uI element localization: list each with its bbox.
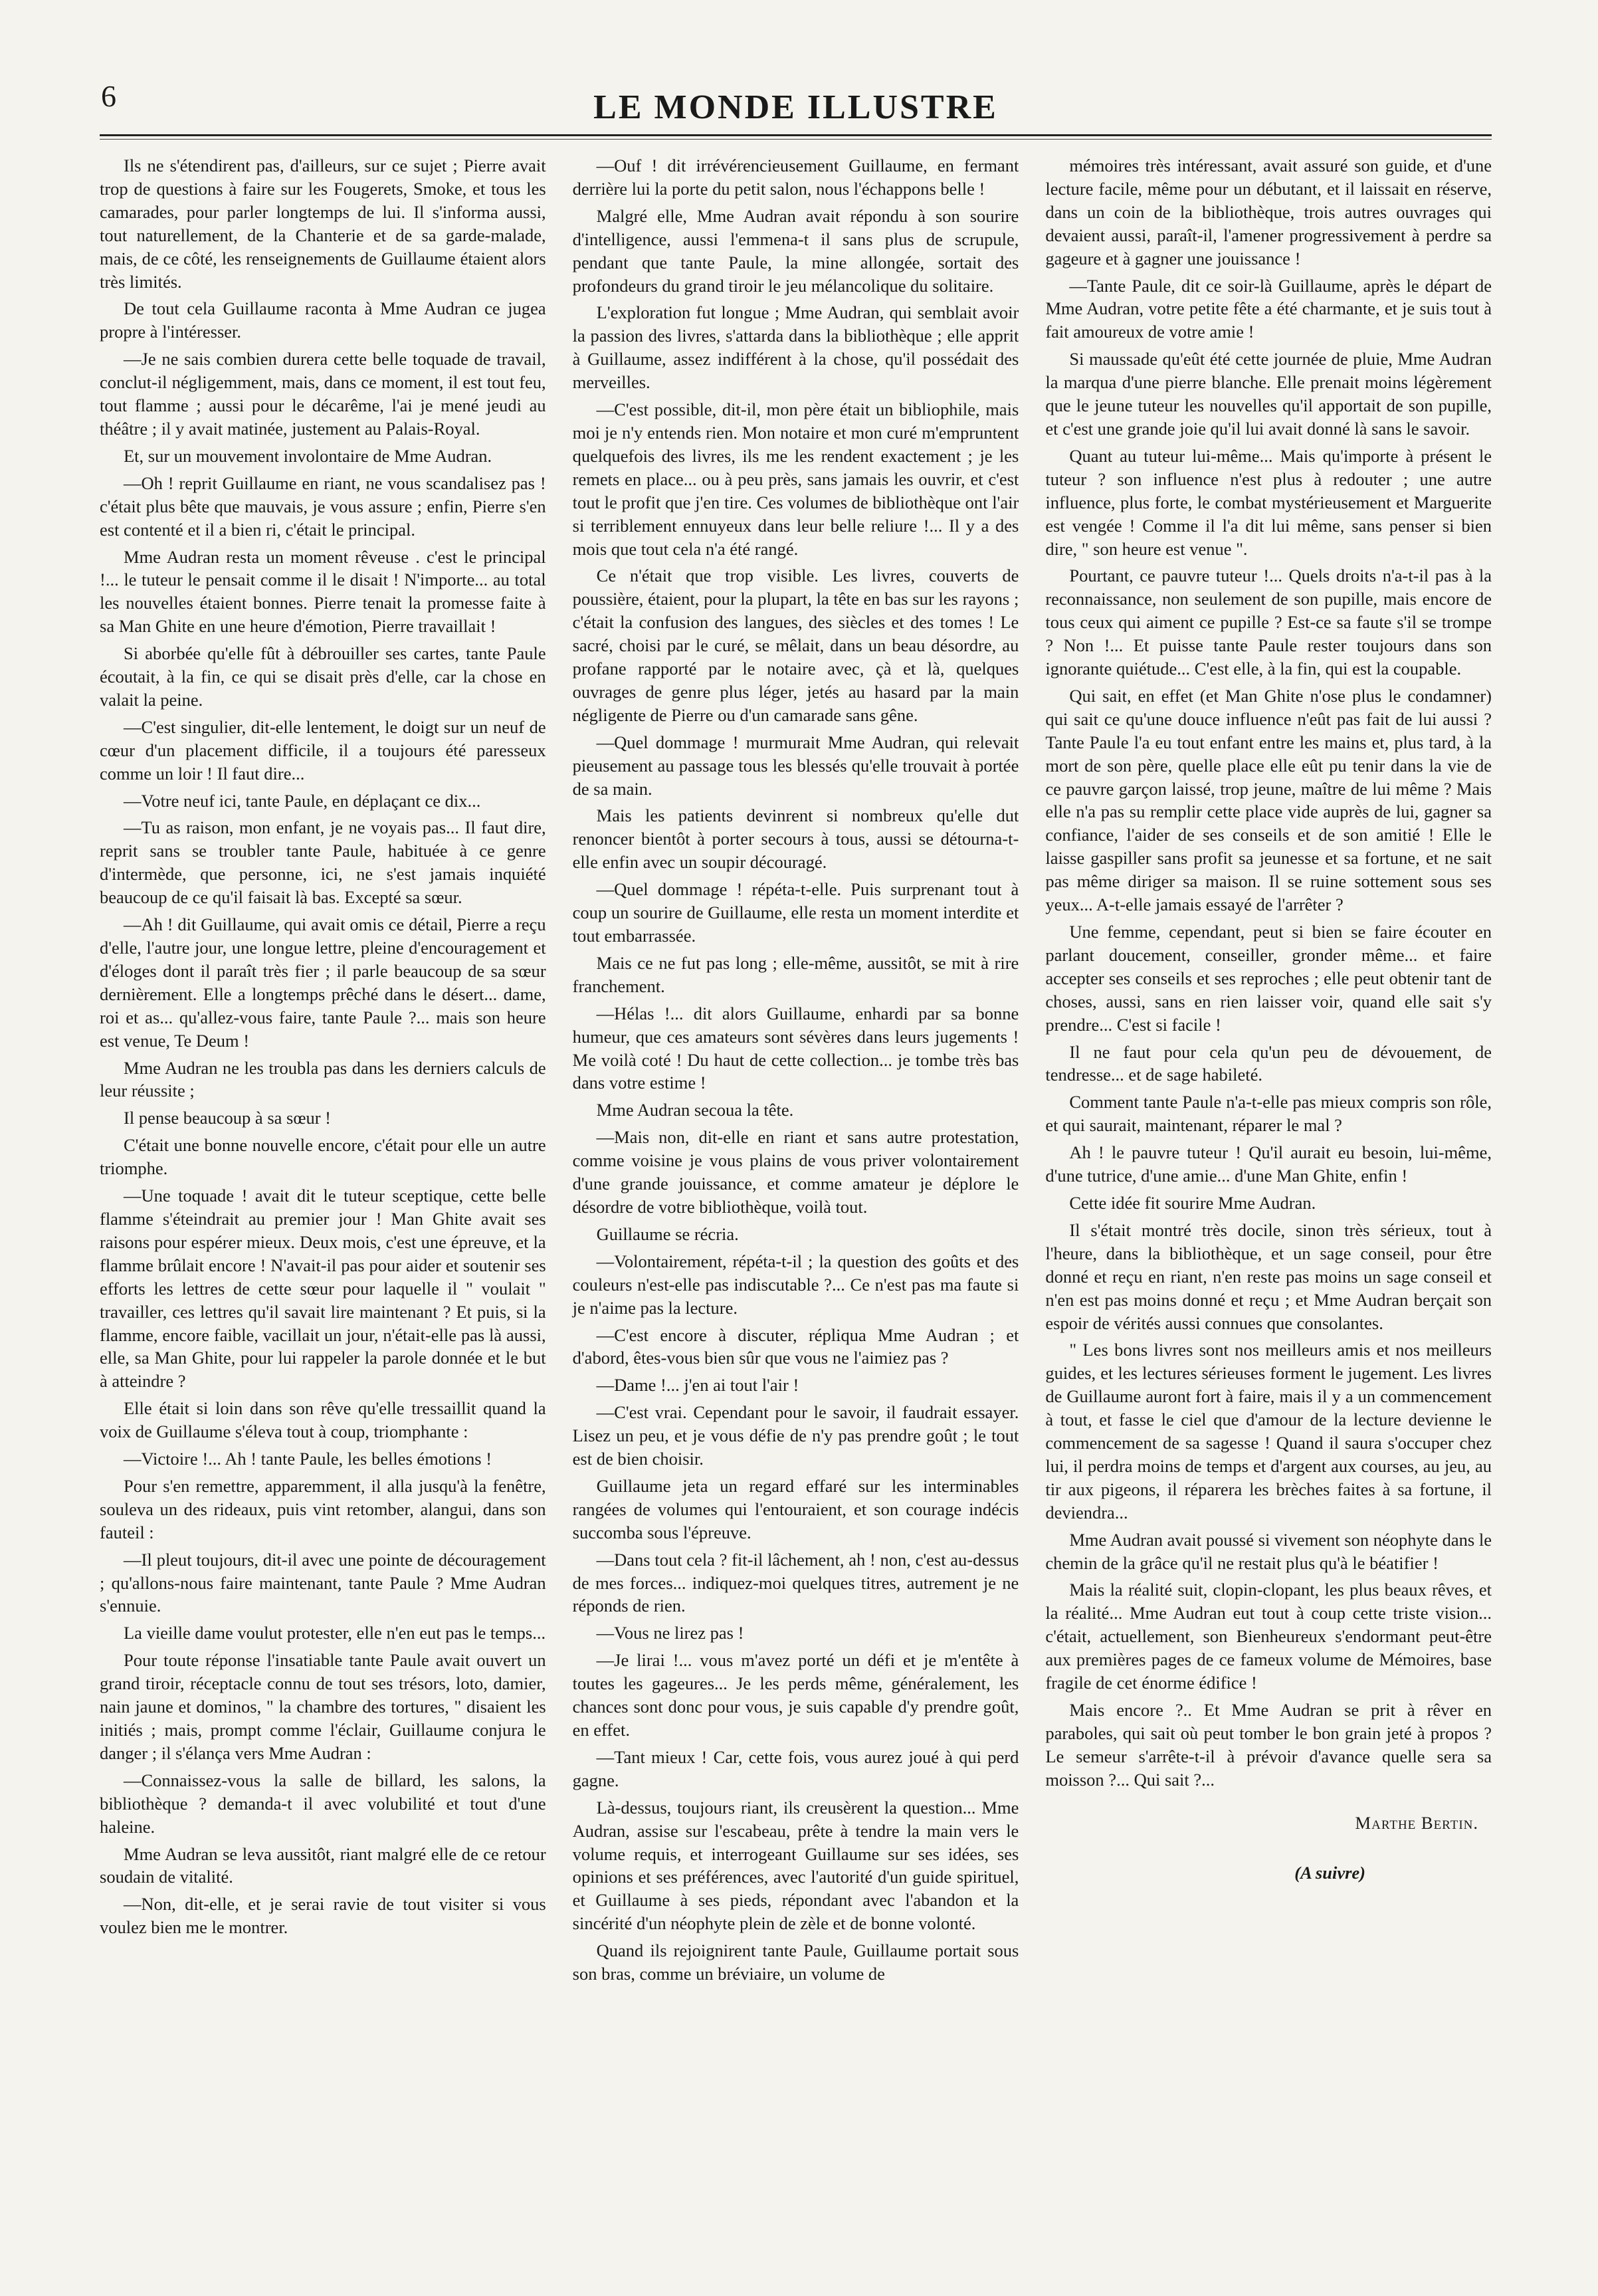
paragraph: —Quel dommage ! murmurait Mme Audran, qui relevait pieusement au passage tous les blessés qu'elle trouvait à portée de sa main. — [572, 732, 1019, 799]
paragraph: De tout cela Guillaume raconta à Mme Audran ce jugea propre à l'intéresser. — [100, 298, 546, 342]
masthead-title: LE MONDE ILLUSTRE — [593, 88, 998, 126]
paragraph: C'était une bonne nouvelle encore, c'était pour elle un autre triomphe. — [100, 1135, 546, 1179]
paragraph: Mais les patients devinrent si nombreux qu'elle dut renoncer bientôt à porter secours à tous, aussi se détourna-t-elle enfin avec un soupir découragé. — [572, 805, 1019, 873]
paragraph: Mme Audran resta un moment rêveuse . c'est le principal !... le tuteur le pensait comme il le disait ! N'importe... au total les nouvelles étaient bonnes. Pierre tenait la promesse faite à sa Man Ghite en une heure d'émotion, Pierre travaillait ! — [100, 546, 546, 637]
paragraph: Pourtant, ce pauvre tuteur !... Quels droits n'a-t-il pas à la reconnaissance, non seulement de son pupille, mais encore de tous ceux qui aiment ce pupille ? Est-ce sa faute s'il se trompe ? Non !... Et puisse tante Paule rester toujours dans son ignorante quiétude... C'est elle, à la fin, qui est la coupable. — [1045, 566, 1492, 679]
paragraph: —Non, dit-elle, et je serai ravie de tout visiter si vous voulez bien me le montrer. — [100, 1894, 546, 1938]
paragraph: Il s'était montré très docile, sinon très sérieux, tout à l'heure, dans la bibliothèque, et un sage conseil, pour être donné et reçu en riant, n'en reste pas moins un sage conseil et n'en est pas moins donné et reçu ; et Mme Audran berçait son espoir de vérités aussi connues que consolantes. — [1045, 1219, 1492, 1333]
paragraph: Ils ne s'étendirent pas, d'ailleurs, sur ce sujet ; Pierre avait trop de questions à faire sur les Fougerets, Smoke, et tous les camarades, pour parler longtemps de lui. Il s'informa aussi, tout naturellement, de la Chanterie et de sa garde-malade, mais, de ce côté, les renseignements de Guillaume étaient alors très limités. — [100, 156, 546, 292]
column-3 — [1045, 154, 1492, 1990]
article-columns — [100, 154, 1492, 1990]
paragraph: —Je ne sais combien durera cette belle toquade de travail, conclut-il négligemment, mais, dans ce moment, il est tout feu, tout flamme ; aussi pour le décarême, l'ai je mené jeudi au théâtre ; il y avait matinée, justement au Palais-Royal. — [100, 349, 546, 439]
paragraph: Une femme, cependant, peut si bien se faire écouter en parlant doucement, conseiller, gronder même... et faire accepter ses conseils et ses reproches ; elle peut obtenir tant de choses, aussi, sans en rien laisser voir, quand elle sait s'y prendre... C'est si facile ! — [1045, 922, 1492, 1035]
paragraph: —Connaissez-vous la salle de billard, les salons, la bibliothèque ? demanda-t il avec volubilité et tout d'une haleine. — [100, 1770, 546, 1837]
to-be-continued: (A suivre) — [1294, 1862, 1365, 1883]
header-rule-thin — [100, 139, 1492, 140]
paragraph: —Ah ! dit Guillaume, qui avait omis ce détail, Pierre a reçu d'elle, l'autre jour, une longue lettre, pleine d'encouragement et d'éloges dont il paraît très fier ; il parle beaucoup de sa sœur dernièrement. Elle a longtemps prêché dans le désert... dame, roi et as... qu'allez-vous faire, tante Paule ?... mais son heure est venue, Te Deum ! — [100, 914, 546, 1051]
paragraph: Guillaume jeta un regard effaré sur les interminables rangées de volumes qui l'entouraient, et son courage indécis succomba sous l'épreuve. — [572, 1475, 1019, 1542]
paragraph: Là-dessus, toujours riant, ils creusèrent la question... Mme Audran, assise sur l'escabeau, prête à tendre la main vers le volume requis, et interrogeant Guillaume sur ses idées, ses opinions et ses préférences, avec l'autorité d'un guide spirituel, et Guillaume à ses pieds, répondant avec l'abandon et la sincérité d'un néophyte plein de zèle et de bonne volonté. — [572, 1797, 1019, 1934]
paragraph: Quant au tuteur lui-même... Mais qu'importe à présent le tuteur ? son influence n'est plus à redouter ; une autre influence, plus forte, le combat mystérieusement et Marguerite est vengée ! Comme il l'a dit lui même, sans penser si bien dire, " son heure est venue ". — [1045, 445, 1492, 559]
page-number: 6 — [101, 79, 116, 113]
paragraph: —C'est singulier, dit-elle lentement, le doigt sur un neuf de cœur d'un placement difficile, il a toujours été paresseux comme un loir ! Il faut dire... — [100, 716, 546, 783]
column-1 — [100, 154, 546, 1990]
paragraph: Quand ils rejoignirent tante Paule, Guillaume portait sous son bras, comme un bréviaire, un volume de — [572, 1940, 1019, 1984]
paragraph: —Victoire !... Ah ! tante Paule, les belles émotions ! — [124, 1449, 492, 1469]
paragraph: —Tante Paule, dit ce soir-là Guillaume, après le départ de Mme Audran, votre petite fête a été charmante, et je suis tout à fait amoureux de votre amie ! — [1045, 275, 1492, 342]
paragraph: Mme Audran se leva aussitôt, riant malgré elle de ce retour soudain de vitalité. — [100, 1843, 546, 1887]
paragraph: Mme Audran secoua la tête. — [596, 1100, 794, 1120]
paragraph: Mme Audran avait poussé si vivement son néophyte dans le chemin de la grâce qu'il ne restait plus qu'à le béatifier ! — [1045, 1529, 1492, 1573]
paragraph: Il pense beaucoup à sa sœur ! — [124, 1108, 331, 1128]
paragraph: —Mais non, dit-elle en riant et sans autre protestation, comme voisine je vous plains de vous priver volontairement d'une grande jouissance, et comme amateur je déplore le désordre de votre bibliothèque, voilà tout. — [572, 1127, 1019, 1217]
paragraph: Si maussade qu'eût été cette journée de pluie, Mme Audran la marqua d'une pierre blanche. Elle prenait moins légèrement que le jeune tuteur les nouvelles qu'il apportait de son pupille, et c'est une grande joie qu'il lui avait donné là sans le savoir. — [1045, 349, 1492, 439]
paragraph: —Il pleut toujours, dit-il avec une pointe de découragement ; qu'allons-nous faire maintenant, tante Paule ? Mme Audran s'ennuie. — [100, 1549, 546, 1616]
paragraph: " Les bons livres sont nos meilleurs amis et nos meilleurs guides, et les lectures sérieuses forment le jugement. Les livres de Guillaume auront fort à faire, mais il y a un commencement à tout, et fasse le ciel que d'amour de la lecture devienne le commencement de sa sagesse ! Quand il saura s'occuper chez lui, il perdra moins de temps et d'argent aux courses, au jeu, au tir aux pigeons, il réparera les brèches faites à sa fortune, il deviendra... — [1045, 1340, 1492, 1522]
paragraph: —C'est encore à discuter, répliqua Mme Audran ; et d'abord, êtes-vous bien sûr que vous ne l'aimiez pas ? — [572, 1324, 1019, 1368]
paragraph: —Votre neuf ici, tante Paule, en déplaçant ce dix... — [124, 790, 481, 811]
paragraph: Pour toute réponse l'insatiable tante Paule avait ouvert un grand tiroir, réceptacle connu de tout ses trésors, loto, damier, nain jaune et dominos, " la chambre des tortures, " disaient les initiés ; mais, prompt comme l'éclair, Guillaume conjura le danger ; il s'élança vers Mme Audran : — [100, 1650, 546, 1763]
paragraph: Mais la réalité suit, clopin-clopant, les plus beaux rêves, et la réalité... Mme Audran eut tout à coup cette triste vision... c'était, actuellement, son Bienheureux s'endormant peut-être aux premières pages de ce fameux volume de Mémoires, base fragile de cet énorme édifice ! — [1045, 1580, 1492, 1693]
paragraph: Il ne faut pour cela qu'un peu de dévouement, de tendresse... et de sage habileté. — [1045, 1041, 1492, 1085]
paragraph: Mme Audran ne les troubla pas dans les derniers calculs de leur réussite ; — [100, 1057, 546, 1101]
paragraph: —Je lirai !... vous m'avez porté un défi et je m'entête à toutes les gageures... Je les perds même, généralement, les chances sont donc pour vous, je suis capable d'y prendre goût, en effet. — [572, 1650, 1019, 1740]
paragraph: Mais encore ?.. Et Mme Audran se prit à rêver en paraboles, qui sait où peut tomber le bon grain jeté à propos ? Le semeur s'arrête-t-il à prévoir d'avance quelle sera sa moisson ?... Qui sait ?... — [1045, 1700, 1492, 1790]
paragraph: Pour s'en remettre, apparemment, il alla jusqu'à la fenêtre, souleva un des rideaux, puis vint retomber, alangui, dans son fauteil : — [100, 1475, 546, 1542]
paragraph: Elle était si loin dans son rêve qu'elle tressaillit quand la voix de Guillaume s'éleva tout à coup, triomphante : — [100, 1398, 546, 1442]
paragraph: —Oh ! reprit Guillaume en riant, ne vous scandalisez pas ! c'était plus bête que mauvais, je vous assure ; enfin, Pierre s'en est contenté et il a bien ri, c'était le principal. — [100, 472, 546, 540]
paragraph: —Hélas !... dit alors Guillaume, enhardi par sa bonne humeur, que ces amateurs sont sévères dans leurs jugements ! Me voilà coté ! Du haut de cette collection... je tombe très bas dans votre estime ! — [572, 1003, 1019, 1093]
paragraph: —C'est possible, dit-il, mon père était un bibliophile, mais moi je n'y entends rien. Mon notaire et mon curé m'empruntent quelquefois des livres, ils me les rendent exactement ; je les remets en place... ou à peu près, sans jamais les ouvrir, et c'est tout le profit que j'en tire. Ces volumes de bibliothèque ont l'air si terriblement ennuyeux dans leur belle reliure !... Il y a des mois que tout cela n'a été rangé. — [572, 399, 1019, 559]
paragraph: Ah ! le pauvre tuteur ! Qu'il aurait eu besoin, lui-même, d'une tutrice, d'une amie... d'une Man Ghite, enfin ! — [1045, 1142, 1492, 1186]
paragraph: Qui sait, en effet (et Man Ghite n'ose plus le condamner) qui sait ce qu'une douce influence n'eût pas fait de lui aussi ? Tante Paule l'a eu tout enfant entre les mains et, plus tard, à la mort de son père, quelle place elle eût pu tenir dans la vie de ce pauvre garçon laissé, trop jeune, maître de lui même ? Mais elle n'a pas su remplir cette place vide auprès de lui, gagner sa confiance, l'aider de ses conseils et de son amitié ! Elle le laisse gaspiller sans profit sa jeunesse et sa fortune, et ne sait pas même diriger sa maison. Il se ruine sottement sous ses yeux... A-t-elle jamais essayé de l'arrêter ? — [1045, 685, 1492, 915]
paragraph: —Tu as raison, mon enfant, je ne voyais pas... Il faut dire, reprit sans se troubler tante Paule, habituée à ce genre d'intermède, que personne, ici, ne s'est jamais inquiété beaucoup de ce qu'il faisait là bas. Excepté sa sœur. — [100, 817, 546, 908]
paragraph: mémoires très intéressant, avait assuré son guide, et d'une lecture facile, même pour un débutant, et il laissait en réserve, dans un coin de la bibliothèque, trois autres ouvrages qui devaient aussi, paraît-il, l'amener progressivement à perdre sa gageure et à gagner une jouissance ! — [1045, 156, 1492, 268]
paragraph: Comment tante Paule n'a-t-elle pas mieux compris son rôle, et qui saurait, maintenant, réparer le mal ? — [1045, 1092, 1492, 1136]
paragraph: Si aborbée qu'elle fût à débrouiller ses cartes, tante Paule écoutait, à la fin, ce qui se disait près d'elle, car la chose en valait la peine. — [100, 643, 546, 710]
paragraph: —Dame !... j'en ai tout l'air ! — [596, 1375, 799, 1396]
author-signature: Marthe Bertin. — [1355, 1812, 1478, 1833]
column-3-paragraphs — [1045, 154, 1492, 1792]
paragraph: —Vous ne lirez pas ! — [596, 1623, 744, 1643]
paragraph: —Volontairement, répéta-t-il ; la question des goûts et des couleurs n'est-elle pas indiscutable ?... Ce n'est pas ma faute si je n'aime pas la lecture. — [572, 1251, 1019, 1318]
paragraph: —Dans tout cela ? fit-il lâchement, ah ! non, c'est au-dessus de mes forces... indiquez-moi quelques titres, autrement je ne réponds de rien. — [572, 1549, 1019, 1616]
paragraph: La vieille dame voulut protester, elle n'en eut pas le temps... — [124, 1623, 546, 1643]
paragraph: Guillaume se récria. — [596, 1223, 739, 1244]
paragraph: —Tant mieux ! Car, cette fois, vous aurez joué à qui perd gagne. — [572, 1746, 1019, 1790]
paragraph: Et, sur un mouvement involontaire de Mme Audran. — [124, 445, 492, 466]
paragraph: —Quel dommage ! répéta-t-elle. Puis surprenant tout à coup un sourire de Guillaume, elle resta un moment interdite et tout embarrassée. — [572, 879, 1019, 946]
paragraph: Ce n'était que trop visible. Les livres, couverts de poussière, étaient, pour la plupart, la tête en bas sur les rayons ; c'était la confusion des langues, des siècles et des tomes ! Le sacré, choisi par le curé, se mêlait, dans un beau désordre, au profane rapporté par le notaire avec, çà et là, quelques ouvrages de genre plus léger, jetés au hasard par la main négligente de Pierre ou d'un camarade sans gêne. — [572, 566, 1019, 725]
paragraph: Mais ce ne fut pas long ; elle-même, aussitôt, se mit à rire franchement. — [572, 952, 1019, 996]
paragraph: —C'est vrai. Cependant pour le savoir, il faudrait essayer. Lisez un peu, et je vous défie de n'y pas prendre goût ; le tout est de bien choisir. — [572, 1402, 1019, 1469]
paragraph: Cette idée fit sourire Mme Audran. — [1069, 1192, 1316, 1213]
paragraph: Malgré elle, Mme Audran avait répondu à son sourire d'intelligence, aussi l'emmena-t il sans plus de scrupule, pendant que tante Paule, la mine allongée, sortait des profondeurs du grand tiroir le jeu mélancolique du solitaire. — [572, 205, 1019, 296]
paragraph: —Une toquade ! avait dit le tuteur sceptique, cette belle flamme s'éteindrait au premier jour ! Man Ghite avait ses raisons pour espérer mieux. Deux mois, c'est une épreuve, et la flamme brûlait encore ! N'avait-il pas pour aider et soutenir ses efforts les lettres de cette sœur pour laquelle il " voulait " travailler, ces lettres qu'il savait lire maintenant ? Et puis, si la flamme, encore faible, vacillait un jour, n'était-elle pas là aussi, elle, sa Man Ghite, pour lui rappeler la parole donnée et le but à atteindre ? — [100, 1186, 546, 1392]
column-2 — [573, 154, 1019, 1990]
paragraph: L'exploration fut longue ; Mme Audran, qui semblait avoir la passion des livres, s'attarda dans la bibliothèque ; elle apprit à Guillaume, assez indifférent à la chose, qu'il possédait des merveilles. — [572, 302, 1019, 393]
header-rule — [100, 134, 1492, 136]
paragraph: —Ouf ! dit irrévérencieusement Guillaume, en fermant derrière lui la porte du petit salon, nous l'échappons belle ! — [572, 156, 1019, 199]
